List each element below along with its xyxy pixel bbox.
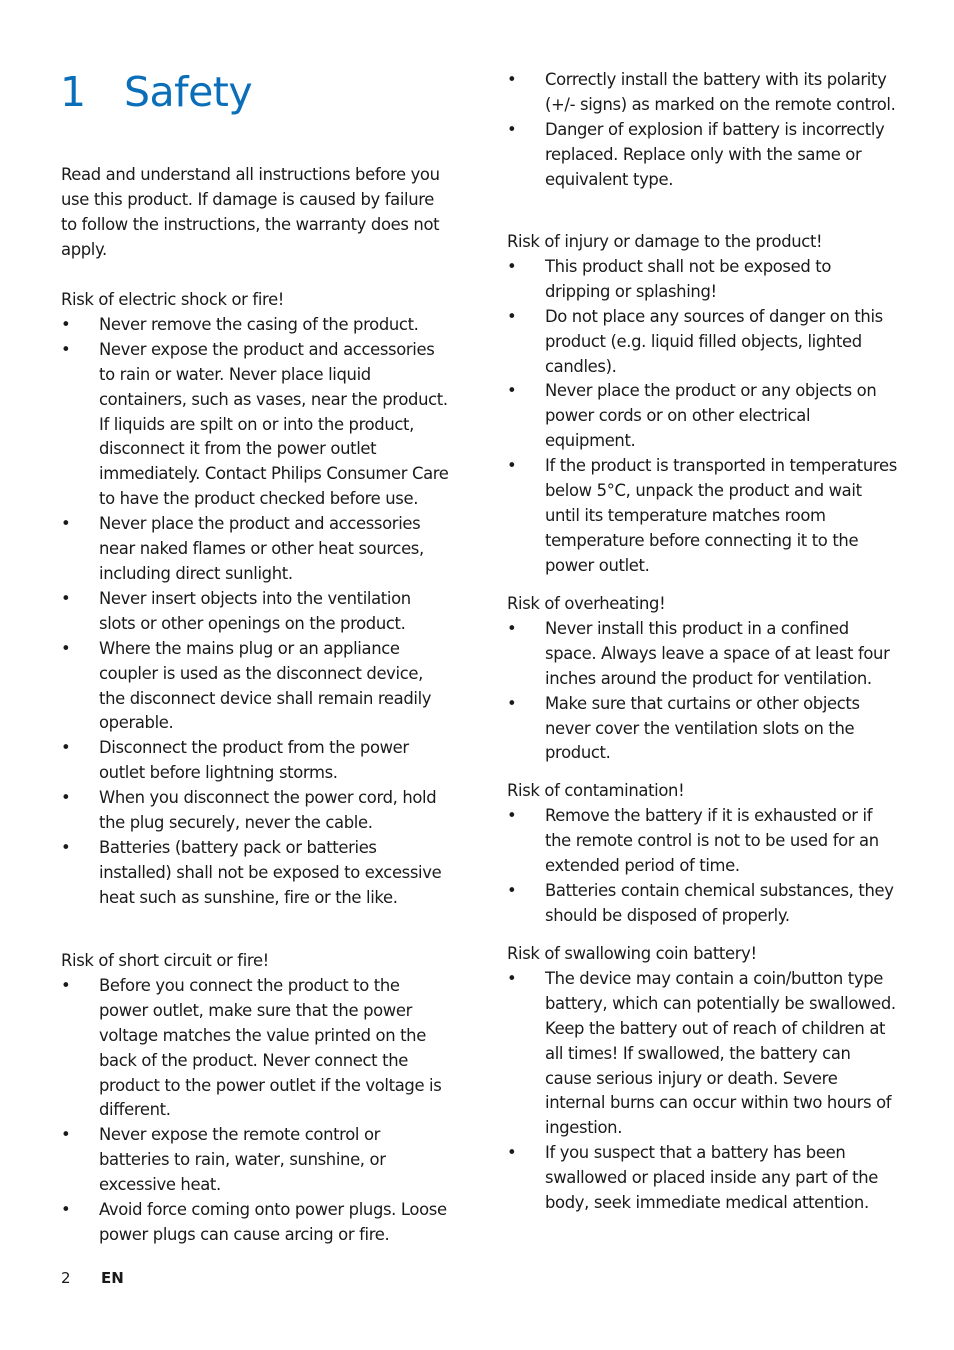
section-electric-shock xyxy=(61,288,449,911)
list-item xyxy=(507,967,899,1141)
list-item-text: Avoid force coming onto power plugs. Loose power plugs can cause arcing or fire. xyxy=(99,1200,447,1244)
section-heading: Risk of electric shock or fire! xyxy=(61,290,285,309)
bullet-marker: • xyxy=(507,119,517,139)
chapter-title: Safety xyxy=(124,68,253,116)
section-contamination xyxy=(507,779,899,928)
list-item xyxy=(507,692,899,767)
list-item-text: Never remove the casing of the product. xyxy=(99,314,419,334)
list-item xyxy=(61,338,449,512)
list-item-text: Never expose the product and accessories to rain or water. Never place liquid containers, such as vases, near the product. If liquids are spilt on or into the product, disconnect it from the power outlet immediately. Contact Philips Consumer Care to have the product checked before use. xyxy=(99,339,449,509)
bullet-marker: • xyxy=(61,1200,71,1220)
list-item-text: Never place the product or any objects on power cords or on other electrical equipment. xyxy=(545,381,877,451)
bullet-marker: • xyxy=(507,256,517,276)
list-item xyxy=(61,974,449,1123)
bullet-marker: • xyxy=(61,314,71,334)
list-item-text: Before you connect the product to the power outlet, make sure that the power voltage matches the value printed on the back of the product. Never connect the product to the power outlet if the voltage is different. xyxy=(99,975,442,1120)
bullet-list xyxy=(507,804,899,929)
section-heading: Risk of swallowing coin battery! xyxy=(507,944,757,963)
section-heading: Risk of injury or damage to the product! xyxy=(507,232,823,251)
list-item-text: Never insert objects into the ventilation slots or other openings on the product. xyxy=(99,588,411,633)
bullet-marker: • xyxy=(507,805,517,825)
intro-block xyxy=(61,163,449,263)
list-item xyxy=(61,313,449,338)
bullet-marker: • xyxy=(61,588,71,608)
list-item-text: Do not place any sources of danger on this product (e.g. liquid filled objects, lighted candles). xyxy=(545,306,883,376)
list-item xyxy=(507,68,899,118)
list-item xyxy=(61,1123,449,1198)
section-injury xyxy=(507,230,899,579)
bullet-list xyxy=(61,974,449,1248)
list-item xyxy=(61,736,449,786)
bullet-marker: • xyxy=(61,738,71,758)
list-item-text: Make sure that curtains or other objects never cover the ventilation slots on the product. xyxy=(545,693,860,763)
list-item-text: Never install this product in a confined space. Always leave a space of at least four inches around the product for ventilation. xyxy=(545,618,890,688)
section-heading: Risk of overheating! xyxy=(507,594,666,613)
list-item xyxy=(61,637,449,737)
chapter-number: 1 xyxy=(60,68,86,116)
bullet-marker: • xyxy=(61,339,71,359)
page-number: 2 xyxy=(61,1269,71,1287)
list-item xyxy=(507,118,899,193)
page-title xyxy=(60,62,252,122)
bullet-marker: • xyxy=(507,618,517,638)
list-item-text: This product shall not be exposed to dripping or splashing! xyxy=(545,256,832,301)
list-item-text: Disconnect the product from the power outlet before lightning storms. xyxy=(99,738,409,783)
bullet-list xyxy=(507,617,899,766)
list-item-text: Where the mains plug or an appliance coupler is used as the disconnect device, the disconnect device shall remain readily operable. xyxy=(99,638,432,733)
bullet-list xyxy=(507,967,899,1216)
list-item xyxy=(61,836,449,911)
section-heading: Risk of contamination! xyxy=(507,781,685,800)
bullet-list xyxy=(507,68,899,193)
bullet-marker: • xyxy=(507,456,517,476)
list-item-text: Correctly install the battery with its polarity (+/- signs) as marked on the remote control. xyxy=(545,70,896,114)
list-item-text: Never place the product and accessories near naked flames or other heat sources, including direct sunlight. xyxy=(99,514,424,583)
list-item-text: If the product is transported in temperatures below 5°C, unpack the product and wait until its temperature matches room temperature before connecting it to the power outlet. xyxy=(545,456,897,575)
list-item xyxy=(507,804,899,879)
list-item-text: Batteries contain chemical substances, they should be disposed of properly. xyxy=(545,880,894,925)
bullet-marker: • xyxy=(61,837,71,857)
list-item xyxy=(507,617,899,692)
section-battery-continued xyxy=(507,68,899,193)
list-item xyxy=(507,255,899,305)
bullet-marker: • xyxy=(61,788,71,808)
intro-paragraph: Read and understand all instructions before you use this product. If damage is caused by failure to follow the instructions, the warranty does not apply. xyxy=(61,165,440,259)
bullet-marker: • xyxy=(507,1143,517,1163)
section-coin-battery xyxy=(507,942,899,1216)
section-heading: Risk of short circuit or fire! xyxy=(61,951,269,970)
bullet-marker: • xyxy=(507,381,517,401)
bullet-list xyxy=(61,313,449,911)
list-item xyxy=(61,1198,449,1248)
bullet-marker: • xyxy=(61,975,71,995)
bullet-marker: • xyxy=(61,514,71,534)
list-item xyxy=(507,1141,899,1216)
list-item xyxy=(507,879,899,929)
list-item xyxy=(61,587,449,637)
bullet-marker: • xyxy=(507,968,517,988)
list-item-text: If you suspect that a battery has been swallowed or placed inside any part of the body, seek immediate medical attention. xyxy=(545,1143,879,1213)
bullet-marker: • xyxy=(507,306,517,326)
bullet-marker: • xyxy=(61,1125,71,1145)
section-overheating xyxy=(507,592,899,766)
list-item xyxy=(507,379,899,454)
list-item-text: Batteries (battery pack or batteries installed) shall not be exposed to excessive heat such as sunshine, fire or the like. xyxy=(99,837,442,907)
bullet-marker: • xyxy=(507,880,517,900)
list-item-text: Remove the battery if it is exhausted or if the remote control is not to be used for an extended period of time. xyxy=(545,805,879,875)
language-code: EN xyxy=(101,1269,124,1287)
list-item-text: The device may contain a coin/button type battery, which can potentially be swallowed. Keep the battery out of reach of children at all times! If swallowed, the battery can cause serious injury or death. Severe internal burns can occur within two hours of ingestion. xyxy=(545,968,896,1138)
list-item-text: Danger of explosion if battery is incorrectly replaced. Replace only with the same or equivalent type. xyxy=(545,119,885,189)
list-item xyxy=(507,305,899,380)
list-item-text: When you disconnect the power cord, hold the plug securely, never the cable. xyxy=(99,788,437,833)
bullet-list xyxy=(507,255,899,579)
section-short-circuit xyxy=(61,949,449,1248)
list-item xyxy=(61,512,449,587)
list-item xyxy=(61,786,449,836)
bullet-marker: • xyxy=(507,70,517,89)
bullet-marker: • xyxy=(507,693,517,713)
list-item xyxy=(507,454,899,579)
list-item-text: Never expose the remote control or batteries to rain, water, sunshine, or excessive heat. xyxy=(99,1125,386,1195)
bullet-marker: • xyxy=(61,638,71,658)
